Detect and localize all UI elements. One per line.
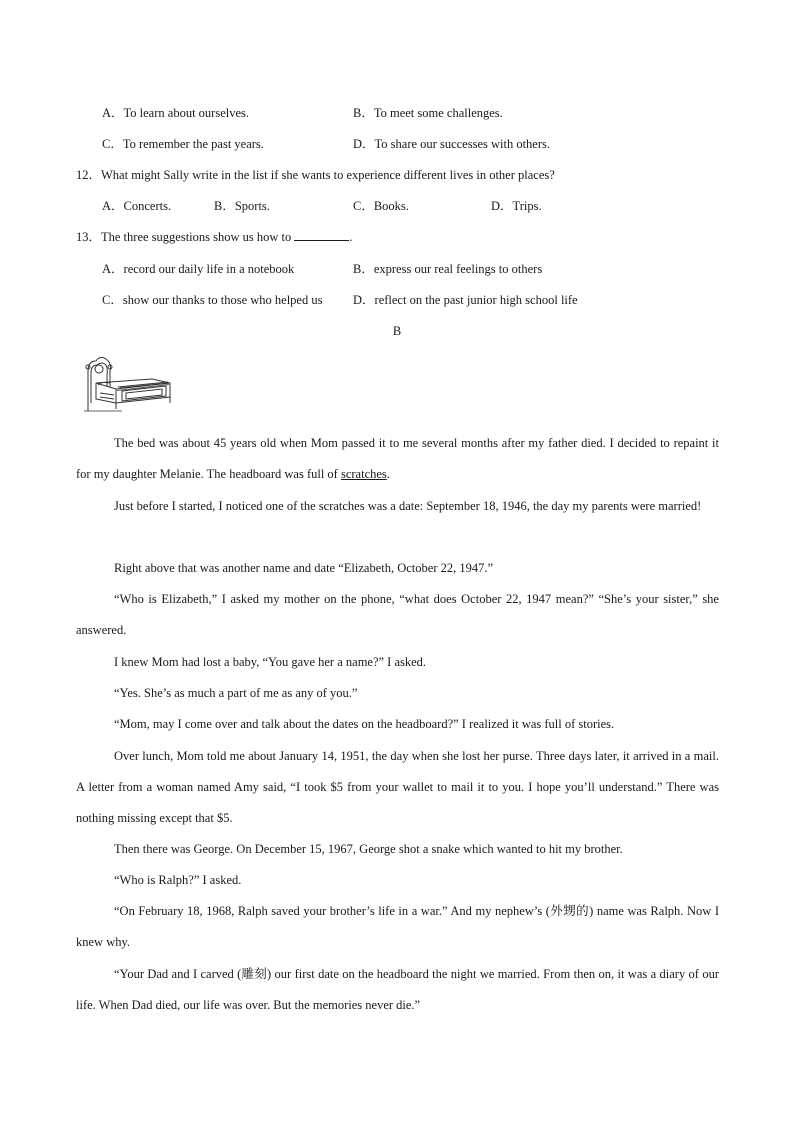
q13-option-c: C．show our thanks to those who helped us <box>102 293 323 307</box>
passage-text: Right above that was another name and date “Elizabeth, October 22, 1947.” <box>114 561 494 575</box>
passage-paragraph-9 <box>76 834 719 865</box>
q12-stem: 12．What might Sally write in the list if she wants to experience different lives in other places? <box>76 168 555 182</box>
passage-paragraph-12 <box>76 959 719 1021</box>
q11-option-c: C．To remember the past years. <box>102 137 264 151</box>
passage-paragraph-11 <box>76 896 719 958</box>
passage-text: Then there was George. On December 15, 1967, George shot a snake which wanted to hit my brother. <box>114 842 623 856</box>
passage-paragraph-5 <box>76 647 719 678</box>
passage-paragraph-1 <box>76 428 719 490</box>
passage-paragraph-2 <box>76 491 719 522</box>
section-label: B <box>392 324 402 338</box>
passage-paragraph-7 <box>76 709 719 740</box>
bed-illustration <box>82 353 176 415</box>
passage-text: “Your Dad and I carved (雕刻) our first date on the headboard the night we married. From then on, it was a diary of our life. When Dad died, our life was over. But the memories never die.” <box>76 967 719 1013</box>
q13-stem-text: 13．The three suggestions show us how to <box>76 230 295 244</box>
q13-option-b: B．express our real feelings to others <box>353 262 543 276</box>
q11-option-b: B．To meet some challenges. <box>353 106 503 120</box>
answer-blank <box>294 229 349 241</box>
q13-stem <box>76 229 353 245</box>
q13-stem-end: . <box>349 230 353 244</box>
q11-option-a: A．To learn about ourselves. <box>102 106 250 120</box>
passage-text: Just before I started, I noticed one of the scratches was a date: September 18, 1946, the day my parents were married! <box>114 499 702 513</box>
q12-option-c: C．Books. <box>353 199 409 213</box>
passage-paragraph-8 <box>76 741 719 835</box>
passage-paragraph-10 <box>76 865 719 896</box>
passage-text: “Who is Ralph?” I asked. <box>114 873 242 887</box>
passage-text: “Yes. She’s as much a part of me as any of you.” <box>114 686 358 700</box>
underlined-word-scratches: scratches <box>340 467 387 482</box>
passage-paragraph-4 <box>76 584 719 646</box>
q13-option-d: D．reflect on the past junior high school life <box>353 293 578 307</box>
passage-text: . <box>386 467 390 482</box>
passage-text: The bed was about 45 years old when Mom passed it to me several months after my father died. I decided to repaint it for my daughter Melanie. The headboard was full of <box>76 436 719 482</box>
passage-paragraph-6 <box>76 678 719 709</box>
passage-text: Over lunch, Mom told me about January 14, 1951, the day when she lost her purse. Three days later, it arrived in a mail. A letter from a woman named Amy said, “I took $5 from your wallet to mail it to you. I hope you’ll understand.” There was nothing missing except that $5. <box>76 749 719 826</box>
passage-text: “On February 18, 1968, Ralph saved your brother’s life in a war.” And my nephew’s (外甥的) name was Ralph. Now I knew why. <box>76 904 719 950</box>
passage-text: I knew Mom had lost a baby, “You gave her a name?” I asked. <box>114 655 427 669</box>
passage-text: “Who is Elizabeth,” I asked my mother on the phone, “what does October 22, 1947 mean?” “She’s your sister,” she answered. <box>76 592 719 638</box>
q12-option-a: A．Concerts. <box>102 199 172 213</box>
q12-option-b: B．Sports. <box>214 199 270 213</box>
q13-option-a: A．record our daily life in a notebook <box>102 262 295 276</box>
q11-option-d: D．To share our successes with others. <box>353 137 550 151</box>
passage-text: “Mom, may I come over and talk about the dates on the headboard?” I realized it was full of stories. <box>114 717 615 731</box>
q12-option-d: D．Trips. <box>491 199 542 213</box>
passage-paragraph-3 <box>76 553 719 584</box>
